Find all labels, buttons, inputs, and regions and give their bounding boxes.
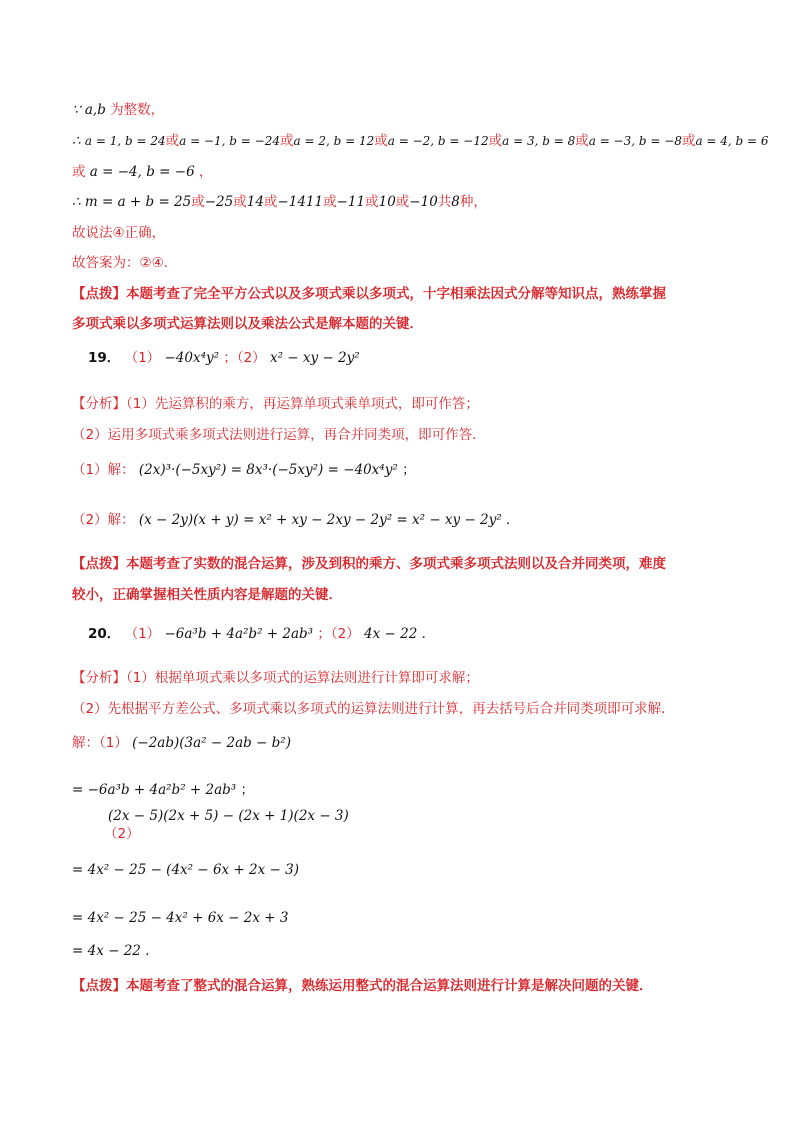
line-comment-q19-a: 【点拨】本题考查了实数的混合运算，涉及到积的乘方、多项式乘多项式法则以及合并同类项，难度	[72, 556, 666, 572]
math-expr: a = −2, b = −12	[387, 134, 489, 148]
question-number: 19．	[88, 350, 121, 366]
line-answer-q18: 故答案为：②④．	[72, 255, 178, 271]
or-word: 或	[323, 194, 337, 210]
math-expr: 11	[305, 194, 324, 210]
math-expr: (2x − 5)(2x + 5) − (2x + 1)(2x − 3)	[108, 808, 349, 824]
line-analysis-q19-a: 【分析】（1）先运算积的乘方，再运算单项式乘单项式，即可作答；	[72, 396, 479, 412]
line-q19-solution-1	[72, 458, 416, 478]
or-word: 或	[165, 133, 180, 149]
math-expr: (2x)³·(−5xy²) = 8x³·(−5xy²) = −40x⁴y²	[138, 462, 398, 478]
math-expr: a = −4, b = −6	[89, 164, 195, 180]
line-analysis-q20-b: （2）先根据平方差公式、多项式乘以多项式的运算法则进行计算，再去括号后合并同类项即可求解．	[72, 701, 675, 717]
math-expr: a = 4, b = 6	[695, 134, 769, 148]
math-expr: a = −3, b = −8	[588, 134, 682, 148]
part-label: （1）	[124, 626, 161, 642]
line-q20-result-2	[72, 939, 159, 959]
math-expr: a = −1, b = −24	[179, 134, 280, 148]
or-word: 或	[575, 133, 589, 149]
math-expr: −10	[409, 194, 438, 210]
or-word: 或	[191, 194, 205, 210]
line-q19-solution-2	[72, 508, 520, 528]
punctuation: ；	[240, 782, 254, 798]
math-expr: 4x − 22	[364, 626, 418, 642]
line-q20-answers	[88, 622, 435, 642]
line-q19-answers	[88, 346, 360, 366]
solution-label: （1）解：	[72, 462, 135, 478]
math-expr: a = 3, b = 8	[502, 134, 576, 148]
or-word: 或	[72, 164, 86, 180]
line-comment-q19-b: 较小，正确掌握相关性质内容是解题的关键．	[72, 587, 342, 603]
math-expr: −11	[336, 194, 366, 210]
line-m-values	[72, 190, 487, 210]
line-comment-q18-b: 多项式乘以多项式运算法则以及乘法公式是解本题的关键．	[72, 316, 423, 332]
therefore-symbol: ∴	[72, 133, 81, 149]
line-comment-q18-a: 【点拨】本题考查了完全平方公式以及多项式乘以多项式，十字相乘法因式分解等知识点，熟练掌握	[72, 286, 666, 302]
math-expr: a = 2, b = 12	[293, 134, 375, 148]
text-span: 种，	[459, 194, 487, 210]
math-expr: a = 1, b = 24	[84, 134, 166, 148]
or-word: 或	[365, 194, 379, 210]
part-label: ；（2）	[317, 626, 360, 642]
line-statement-4-correct: 故说法④正确，	[72, 225, 166, 241]
math-expr: (−2ab)(3a² − 2ab − b²)	[132, 735, 291, 751]
line-integer-condition	[72, 98, 164, 118]
part-label: （1）	[124, 350, 161, 366]
or-word: 或	[374, 133, 388, 149]
math-expr: = 4x² − 25 − 4x² + 6x − 2x + 3	[72, 910, 289, 926]
part-label: ；（2）	[223, 350, 266, 366]
line-analysis-q20-a: 【分析】（1）根据单项式乘以多项式的运算法则进行计算即可求解；	[72, 670, 479, 686]
punctuation: ，	[198, 164, 213, 180]
math-expr: (x − 2y)(x + y) = x² + xy − 2xy − 2y² = x² − xy − 2y²	[138, 512, 502, 528]
math-expr: −25	[204, 194, 234, 210]
text-span: 为整数，	[110, 102, 165, 118]
line-q20-expression-2	[108, 808, 349, 824]
math-expr: 8	[451, 194, 460, 210]
question-number: 20．	[88, 626, 121, 642]
line-q20-result-1	[72, 778, 254, 798]
or-word: 或	[280, 133, 294, 149]
line-last-pair	[72, 160, 212, 180]
math-expr: −40x⁴y²	[164, 350, 220, 366]
punctuation: ．	[145, 943, 159, 959]
or-word: 或	[263, 194, 278, 210]
line-q20-part2-label: （2）	[104, 826, 140, 842]
math-expr: −14	[277, 194, 306, 210]
punctuation: ．	[421, 626, 436, 642]
or-word: 或	[395, 194, 410, 210]
math-expr: = 4x² − 25 − (4x² − 6x + 2x − 3)	[72, 862, 300, 878]
math-expr: 10	[378, 194, 396, 210]
math-expr: = 4x − 22	[72, 943, 141, 959]
punctuation: ．	[506, 512, 520, 528]
line-analysis-q19-b: （2）运用多项式乘多项式法则进行运算，再合并同类项，即可作答．	[72, 427, 486, 443]
math-expr: = −6a³b + 4a²b² + 2ab³	[72, 782, 237, 798]
or-word: 或	[233, 194, 247, 210]
solution-label: （2）解：	[72, 512, 135, 528]
math-expr: ∴ m = a + b = 25	[72, 194, 192, 210]
line-q20-step-2	[72, 910, 288, 926]
solution-label: 解：（1）	[72, 735, 128, 751]
line-value-pairs	[72, 129, 769, 149]
or-word: 或	[681, 133, 696, 149]
line-q20-solution-1	[72, 731, 291, 751]
math-expr: ∵ a,b	[72, 102, 106, 118]
math-expr: 14	[246, 194, 264, 210]
or-word: 或	[488, 133, 503, 149]
math-expr: −6a³b + 4a²b² + 2ab³	[164, 626, 314, 642]
punctuation: ；	[402, 462, 416, 478]
line-q20-step-1	[72, 862, 299, 878]
math-expr: x² − xy − 2y²	[269, 350, 360, 366]
text-span: 共	[437, 194, 452, 210]
line-comment-q20: 【点拨】本题考查了整式的混合运算，熟练运用整式的混合运算法则进行计算是解决问题的关键．	[72, 978, 653, 994]
